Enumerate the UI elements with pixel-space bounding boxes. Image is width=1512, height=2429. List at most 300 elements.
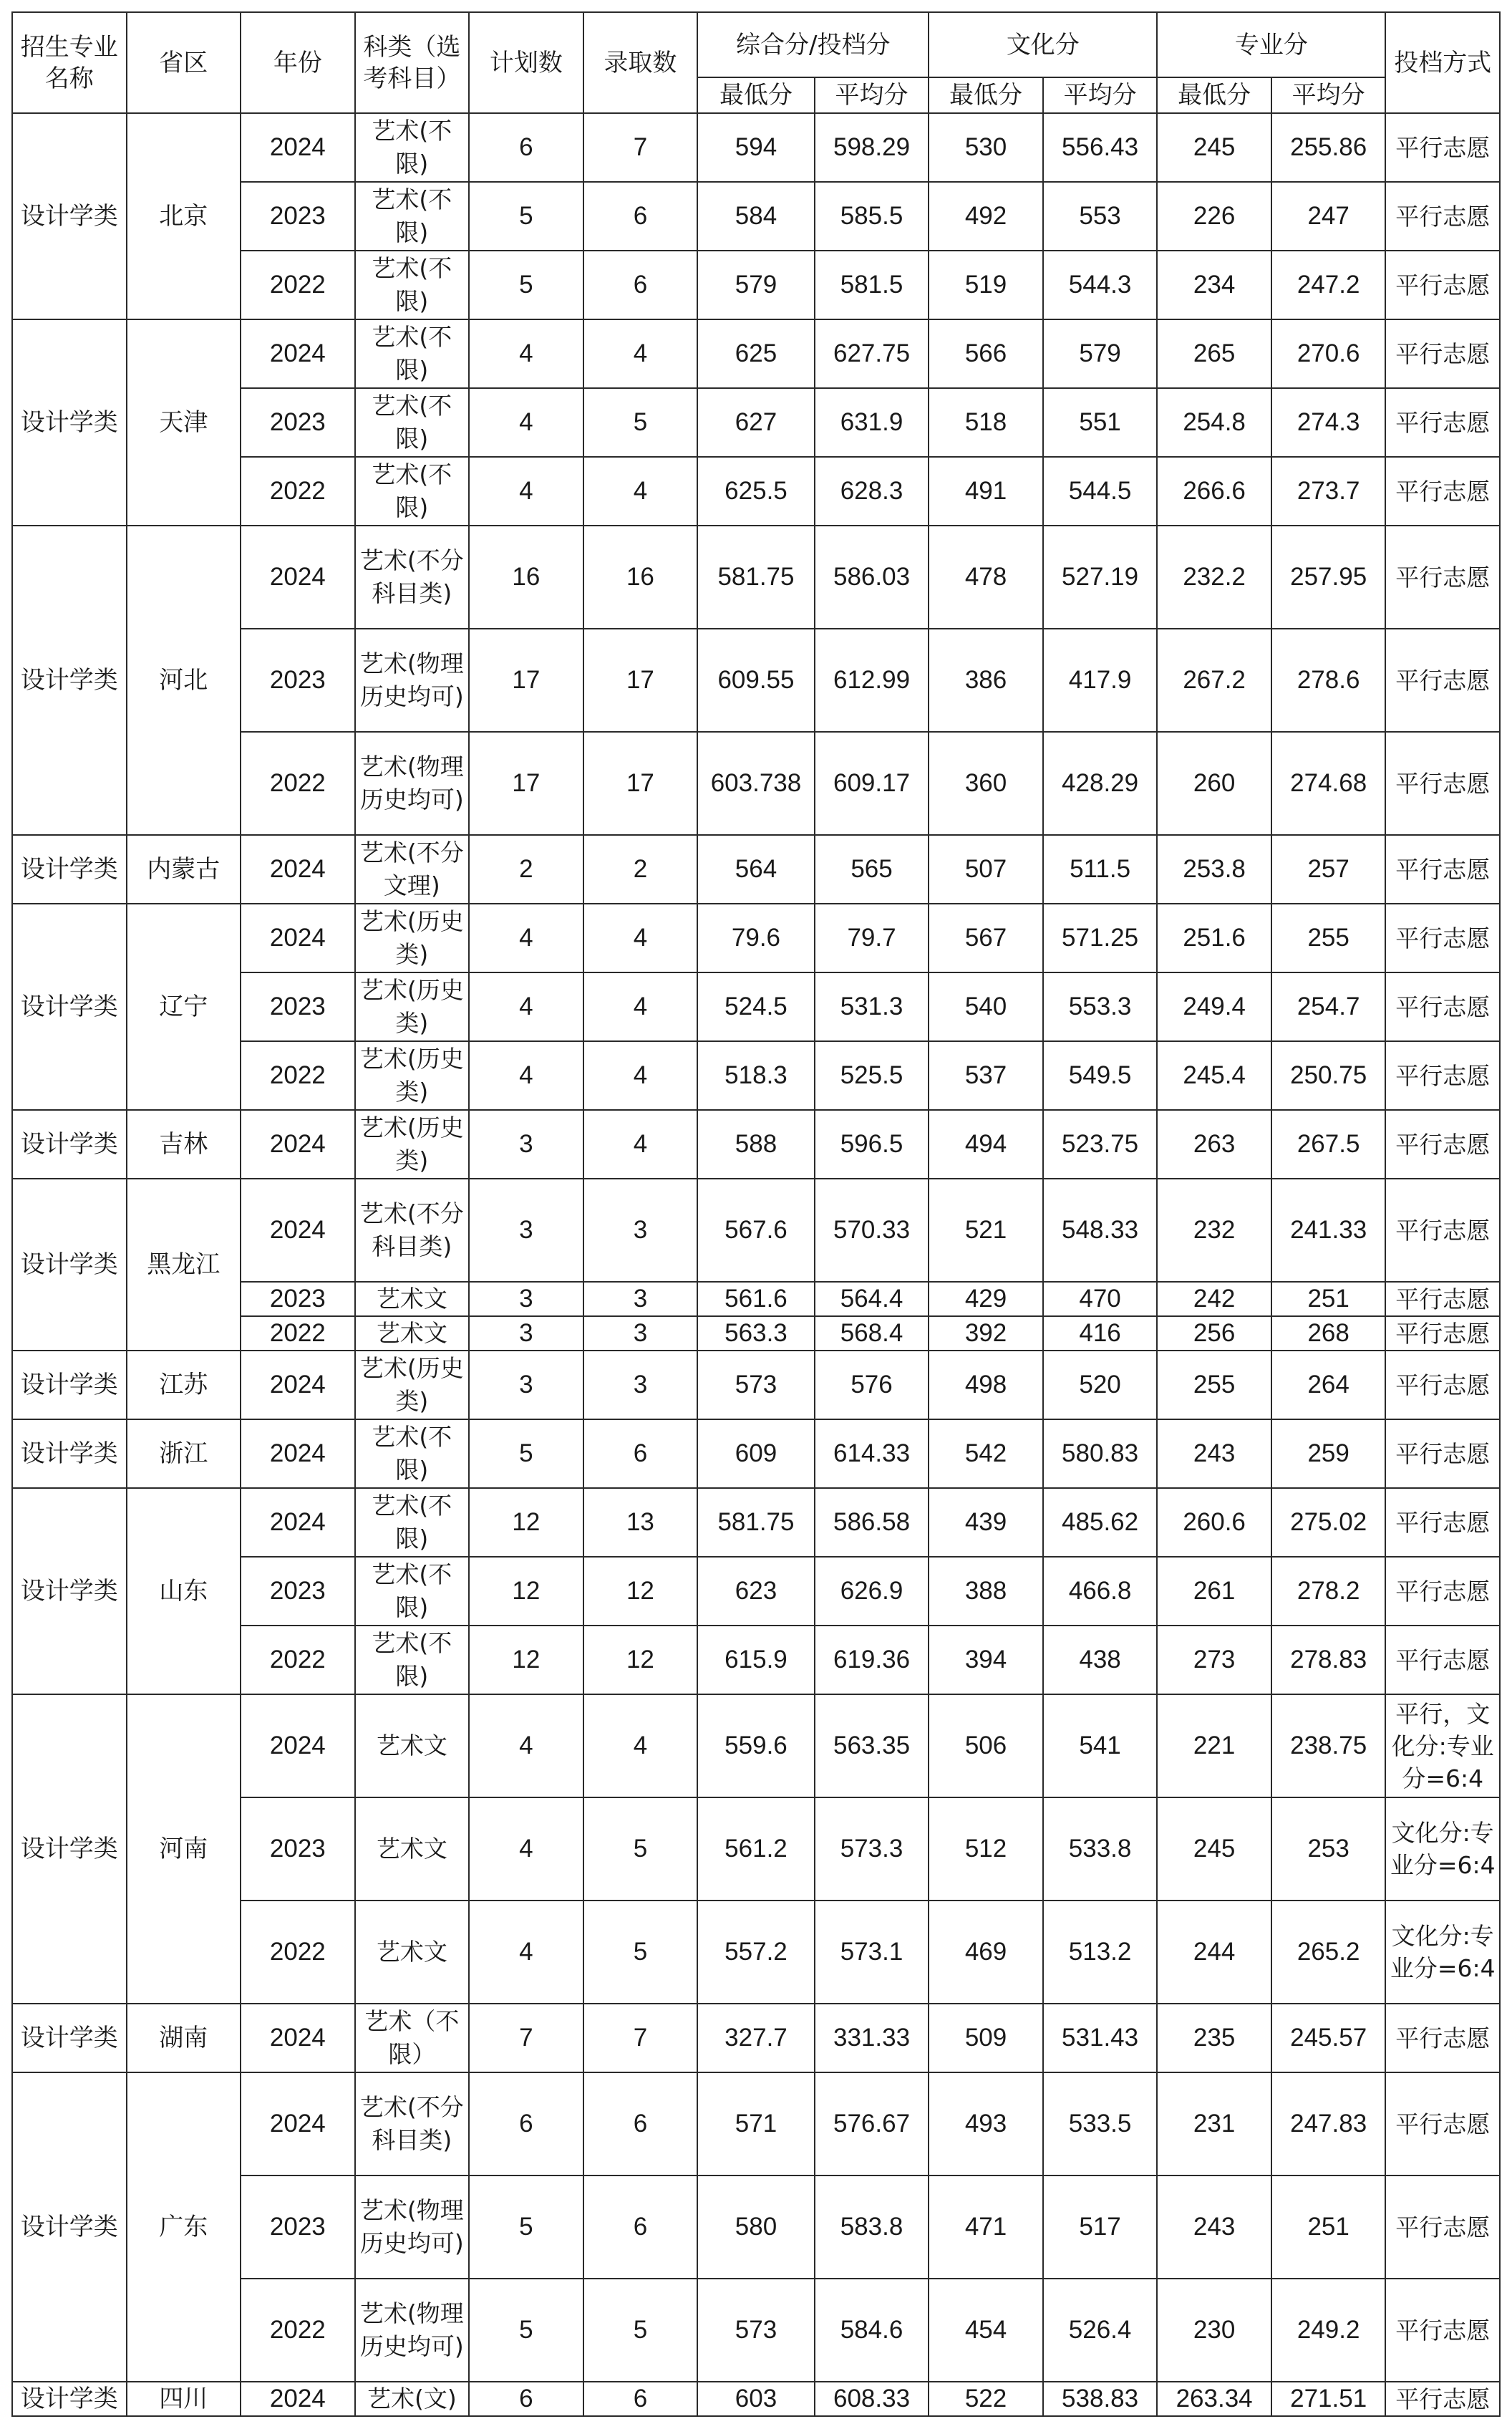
major-cell: 设计学类 [12,904,127,1110]
pro-avg-cell: 265.2 [1271,1901,1386,2004]
admission-score-table [11,11,1501,2417]
culture-avg-cell: 553 [1043,182,1158,251]
total-avg-cell: 631.9 [815,388,929,457]
province-cell: 山东 [127,1488,241,1694]
admit-count-cell: 13 [583,1488,698,1557]
culture-avg-cell: 417.9 [1043,629,1158,732]
province-cell: 浙江 [127,1419,241,1488]
culture-avg-cell: 533.5 [1043,2072,1158,2176]
total-avg-cell: 576.67 [815,2072,929,2176]
total-min-cell: 603 [697,2382,815,2416]
culture-avg-cell: 517 [1043,2176,1158,2279]
total-avg-cell: 583.8 [815,2176,929,2279]
subject-cell: 艺术(不限) [355,1488,470,1557]
culture-avg-cell: 556.43 [1043,113,1158,182]
culture-min-cell: 469 [929,1901,1043,2004]
header-total-avg: 平均分 [815,77,929,113]
pro-avg-cell: 271.51 [1271,2382,1386,2416]
pro-avg-cell: 251 [1271,2176,1386,2279]
subject-cell: 艺术(不分科目类) [355,1179,470,1282]
culture-avg-cell: 523.75 [1043,1110,1158,1179]
pro-avg-cell: 253 [1271,1797,1386,1901]
year-cell: 2023 [241,629,355,732]
culture-min-cell: 454 [929,2279,1043,2382]
pro-min-cell: 245 [1157,1797,1271,1901]
plan-count-cell: 4 [469,1041,583,1110]
pro-min-cell: 263.34 [1157,2382,1271,2416]
admit-count-cell: 7 [583,113,698,182]
plan-count-cell: 17 [469,732,583,835]
plan-count-cell: 7 [469,2004,583,2072]
culture-min-cell: 522 [929,2382,1043,2416]
subject-cell: 艺术(历史类) [355,972,470,1041]
plan-count-cell: 3 [469,1351,583,1419]
pro-avg-cell: 264 [1271,1351,1386,1419]
culture-min-cell: 491 [929,457,1043,526]
header-subject: 科类（选考科目） [355,12,470,113]
plan-count-cell: 16 [469,526,583,629]
pro-avg-cell: 241.33 [1271,1179,1386,1282]
major-cell: 设计学类 [12,113,127,319]
year-cell: 2024 [241,2382,355,2416]
pro-avg-cell: 238.75 [1271,1694,1386,1797]
admit-count-cell: 4 [583,319,698,388]
pro-avg-cell: 278.83 [1271,1626,1386,1694]
culture-min-cell: 360 [929,732,1043,835]
admit-count-cell: 4 [583,457,698,526]
total-avg-cell: 331.33 [815,2004,929,2072]
year-cell: 2022 [241,1316,355,1351]
pro-min-cell: 245 [1157,113,1271,182]
plan-count-cell: 3 [469,1316,583,1351]
pro-avg-cell: 250.75 [1271,1041,1386,1110]
header-province: 省区 [127,12,241,113]
pro-min-cell: 256 [1157,1316,1271,1351]
pro-avg-cell: 247.83 [1271,2072,1386,2176]
subject-cell: 艺术(不限) [355,457,470,526]
admit-count-cell: 17 [583,629,698,732]
year-cell: 2022 [241,732,355,835]
year-cell: 2023 [241,1797,355,1901]
culture-avg-cell: 513.2 [1043,1901,1158,2004]
culture-min-cell: 519 [929,251,1043,319]
culture-min-cell: 494 [929,1110,1043,1179]
culture-avg-cell: 438 [1043,1626,1158,1694]
province-cell: 内蒙古 [127,835,241,904]
method-cell: 平行志愿 [1385,629,1500,732]
year-cell: 2023 [241,388,355,457]
admit-count-cell: 6 [583,2072,698,2176]
method-cell: 平行志愿 [1385,2072,1500,2176]
year-cell: 2023 [241,972,355,1041]
pro-avg-cell: 257.95 [1271,526,1386,629]
table-row [12,2072,1500,2176]
pro-min-cell: 234 [1157,251,1271,319]
header-major: 招生专业名称 [12,12,127,113]
year-cell: 2023 [241,2176,355,2279]
method-cell: 平行志愿 [1385,526,1500,629]
subject-cell: 艺术(历史类) [355,1041,470,1110]
total-min-cell: 561.2 [697,1797,815,1901]
plan-count-cell: 2 [469,835,583,904]
method-cell: 平行志愿 [1385,182,1500,251]
admit-count-cell: 3 [583,1179,698,1282]
province-cell: 湖南 [127,2004,241,2072]
subject-cell: 艺术(不限) [355,1626,470,1694]
method-cell: 文化分:专业分=6:4 [1385,1797,1500,1901]
province-cell: 江苏 [127,1351,241,1419]
culture-avg-cell: 428.29 [1043,732,1158,835]
year-cell: 2024 [241,904,355,972]
total-min-cell: 327.7 [697,2004,815,2072]
pro-avg-cell: 257 [1271,835,1386,904]
pro-avg-cell: 274.68 [1271,732,1386,835]
total-avg-cell: 612.99 [815,629,929,732]
admit-count-cell: 6 [583,182,698,251]
pro-min-cell: 260 [1157,732,1271,835]
year-cell: 2022 [241,251,355,319]
culture-min-cell: 540 [929,972,1043,1041]
total-min-cell: 581.75 [697,1488,815,1557]
admit-count-cell: 4 [583,904,698,972]
admit-count-cell: 6 [583,251,698,319]
plan-count-cell: 4 [469,972,583,1041]
pro-min-cell: 251.6 [1157,904,1271,972]
plan-count-cell: 3 [469,1179,583,1282]
culture-avg-cell: 549.5 [1043,1041,1158,1110]
table-body [12,113,1500,2416]
province-cell: 黑龙江 [127,1179,241,1351]
culture-min-cell: 394 [929,1626,1043,1694]
total-avg-cell: 573.1 [815,1901,929,2004]
total-avg-cell: 628.3 [815,457,929,526]
header-method: 投档方式 [1385,12,1500,113]
header-admit: 录取数 [583,12,698,113]
subject-cell: 艺术文 [355,1797,470,1901]
admit-count-cell: 5 [583,2279,698,2382]
total-avg-cell: 584.6 [815,2279,929,2382]
total-min-cell: 584 [697,182,815,251]
admit-count-cell: 16 [583,526,698,629]
total-min-cell: 524.5 [697,972,815,1041]
admit-count-cell: 2 [583,835,698,904]
table-row [12,1351,1500,1419]
pro-avg-cell: 251 [1271,1282,1386,1316]
total-min-cell: 581.75 [697,526,815,629]
pro-avg-cell: 247.2 [1271,251,1386,319]
culture-min-cell: 509 [929,2004,1043,2072]
total-min-cell: 579 [697,251,815,319]
subject-cell: 艺术(物理历史均可) [355,2176,470,2279]
subject-cell: 艺术(不限) [355,251,470,319]
year-cell: 2024 [241,2072,355,2176]
culture-avg-cell: 531.43 [1043,2004,1158,2072]
plan-count-cell: 4 [469,1797,583,1901]
subject-cell: 艺术(历史类) [355,1351,470,1419]
table-row [12,1488,1500,1557]
total-min-cell: 588 [697,1110,815,1179]
admit-count-cell: 6 [583,2176,698,2279]
pro-avg-cell: 255 [1271,904,1386,972]
culture-avg-cell: 511.5 [1043,835,1158,904]
method-cell: 平行志愿 [1385,1179,1500,1282]
header-total-score: 综合分/投档分 [697,12,929,77]
year-cell: 2022 [241,1626,355,1694]
pro-min-cell: 231 [1157,2072,1271,2176]
major-cell: 设计学类 [12,1694,127,2004]
subject-cell: 艺术(物理历史均可) [355,2279,470,2382]
plan-count-cell: 4 [469,1901,583,2004]
province-cell: 四川 [127,2382,241,2416]
culture-avg-cell: 544.5 [1043,457,1158,526]
culture-avg-cell: 533.8 [1043,1797,1158,1901]
culture-min-cell: 566 [929,319,1043,388]
culture-min-cell: 429 [929,1282,1043,1316]
plan-count-cell: 5 [469,1419,583,1488]
major-cell: 设计学类 [12,835,127,904]
culture-min-cell: 507 [929,835,1043,904]
method-cell: 平行志愿 [1385,904,1500,972]
method-cell: 平行志愿 [1385,1282,1500,1316]
major-cell: 设计学类 [12,1110,127,1179]
total-avg-cell: 564.4 [815,1282,929,1316]
subject-cell: 艺术(历史类) [355,1110,470,1179]
major-cell: 设计学类 [12,319,127,526]
plan-count-cell: 6 [469,113,583,182]
culture-avg-cell: 580.83 [1043,1419,1158,1488]
plan-count-cell: 17 [469,629,583,732]
plan-count-cell: 5 [469,182,583,251]
total-avg-cell: 576 [815,1351,929,1419]
culture-avg-cell: 579 [1043,319,1158,388]
pro-min-cell: 255 [1157,1351,1271,1419]
pro-avg-cell: 275.02 [1271,1488,1386,1557]
culture-min-cell: 492 [929,182,1043,251]
pro-min-cell: 261 [1157,1557,1271,1626]
method-cell: 平行志愿 [1385,2279,1500,2382]
table-row [12,1179,1500,1282]
subject-cell: 艺术(不分文理) [355,835,470,904]
year-cell: 2023 [241,182,355,251]
total-avg-cell: 619.36 [815,1626,929,1694]
culture-avg-cell: 548.33 [1043,1179,1158,1282]
pro-min-cell: 249.4 [1157,972,1271,1041]
method-cell: 平行志愿 [1385,972,1500,1041]
subject-cell: 艺术(不限) [355,319,470,388]
table-row [12,835,1500,904]
admit-count-cell: 3 [583,1282,698,1316]
year-cell: 2023 [241,1557,355,1626]
culture-min-cell: 493 [929,2072,1043,2176]
table-row [12,2382,1500,2416]
province-cell: 河南 [127,1694,241,2004]
culture-min-cell: 518 [929,388,1043,457]
plan-count-cell: 6 [469,2382,583,2416]
pro-min-cell: 221 [1157,1694,1271,1797]
culture-avg-cell: 541 [1043,1694,1158,1797]
method-cell: 平行志愿 [1385,457,1500,526]
major-cell: 设计学类 [12,2382,127,2416]
year-cell: 2022 [241,457,355,526]
year-cell: 2024 [241,1488,355,1557]
major-cell: 设计学类 [12,1419,127,1488]
pro-avg-cell: 273.7 [1271,457,1386,526]
major-cell: 设计学类 [12,526,127,835]
subject-cell: 艺术(不限) [355,113,470,182]
admit-count-cell: 12 [583,1626,698,1694]
method-cell: 平行志愿 [1385,113,1500,182]
pro-min-cell: 260.6 [1157,1488,1271,1557]
province-cell: 吉林 [127,1110,241,1179]
total-avg-cell: 565 [815,835,929,904]
total-avg-cell: 627.75 [815,319,929,388]
total-min-cell: 627 [697,388,815,457]
total-min-cell: 615.9 [697,1626,815,1694]
pro-min-cell: 266.6 [1157,457,1271,526]
table-row [12,1110,1500,1179]
pro-min-cell: 254.8 [1157,388,1271,457]
culture-avg-cell: 544.3 [1043,251,1158,319]
year-cell: 2024 [241,1351,355,1419]
major-cell: 设计学类 [12,1351,127,1419]
subject-cell: 艺术(不限) [355,182,470,251]
year-cell: 2024 [241,2004,355,2072]
header-pro-min: 最低分 [1157,77,1271,113]
header-total-min: 最低分 [697,77,815,113]
subject-cell: 艺术(不分科目类) [355,526,470,629]
pro-min-cell: 226 [1157,182,1271,251]
method-cell: 平行志愿 [1385,319,1500,388]
admit-count-cell: 5 [583,1797,698,1901]
culture-avg-cell: 470 [1043,1282,1158,1316]
pro-min-cell: 243 [1157,1419,1271,1488]
subject-cell: 艺术(历史类) [355,904,470,972]
header-pro-avg: 平均分 [1271,77,1386,113]
table-row [12,1694,1500,1797]
plan-count-cell: 3 [469,1282,583,1316]
plan-count-cell: 4 [469,388,583,457]
culture-avg-cell: 551 [1043,388,1158,457]
method-cell: 平行志愿 [1385,1316,1500,1351]
total-min-cell: 559.6 [697,1694,815,1797]
major-cell: 设计学类 [12,1179,127,1351]
admit-count-cell: 3 [583,1316,698,1351]
year-cell: 2024 [241,1110,355,1179]
culture-min-cell: 439 [929,1488,1043,1557]
method-cell: 平行志愿 [1385,2382,1500,2416]
major-cell: 设计学类 [12,1488,127,1694]
year-cell: 2024 [241,526,355,629]
province-cell: 河北 [127,526,241,835]
header-pro-score: 专业分 [1157,12,1385,77]
header-year: 年份 [241,12,355,113]
pro-avg-cell: 247 [1271,182,1386,251]
total-min-cell: 518.3 [697,1041,815,1110]
admit-count-cell: 5 [583,388,698,457]
year-cell: 2022 [241,1901,355,2004]
pro-avg-cell: 278.6 [1271,629,1386,732]
total-avg-cell: 614.33 [815,1419,929,1488]
culture-min-cell: 386 [929,629,1043,732]
province-cell: 辽宁 [127,904,241,1110]
pro-avg-cell: 249.2 [1271,2279,1386,2382]
admit-count-cell: 6 [583,1419,698,1488]
pro-min-cell: 267.2 [1157,629,1271,732]
plan-count-cell: 3 [469,1110,583,1179]
culture-avg-cell: 527.19 [1043,526,1158,629]
pro-min-cell: 273 [1157,1626,1271,1694]
total-min-cell: 561.6 [697,1282,815,1316]
header-culture-avg: 平均分 [1043,77,1158,113]
method-cell: 文化分:专业分=6:4 [1385,1901,1500,2004]
culture-min-cell: 537 [929,1041,1043,1110]
total-min-cell: 563.3 [697,1316,815,1351]
culture-min-cell: 478 [929,526,1043,629]
year-cell: 2024 [241,319,355,388]
year-cell: 2024 [241,1179,355,1282]
method-cell: 平行志愿 [1385,1488,1500,1557]
subject-cell: 艺术文 [355,1901,470,2004]
pro-min-cell: 232 [1157,1179,1271,1282]
total-min-cell: 625.5 [697,457,815,526]
province-cell: 天津 [127,319,241,526]
culture-avg-cell: 571.25 [1043,904,1158,972]
admit-count-cell: 3 [583,1351,698,1419]
pro-avg-cell: 278.2 [1271,1557,1386,1626]
pro-min-cell: 265 [1157,319,1271,388]
method-cell: 平行志愿 [1385,1351,1500,1419]
total-min-cell: 594 [697,113,815,182]
method-cell: 平行志愿 [1385,251,1500,319]
year-cell: 2022 [241,2279,355,2382]
culture-min-cell: 471 [929,2176,1043,2279]
table-row [12,904,1500,972]
admit-count-cell: 6 [583,2382,698,2416]
culture-min-cell: 530 [929,113,1043,182]
year-cell: 2024 [241,113,355,182]
pro-avg-cell: 254.7 [1271,972,1386,1041]
plan-count-cell: 5 [469,251,583,319]
year-cell: 2024 [241,1419,355,1488]
year-cell: 2024 [241,835,355,904]
subject-cell: 艺术(不分科目类) [355,2072,470,2176]
culture-min-cell: 567 [929,904,1043,972]
method-cell: 平行志愿 [1385,1419,1500,1488]
plan-count-cell: 4 [469,319,583,388]
table-row [12,113,1500,182]
culture-min-cell: 388 [929,1557,1043,1626]
culture-avg-cell: 520 [1043,1351,1158,1419]
method-cell: 平行，文化分:专业分=6:4 [1385,1694,1500,1797]
pro-avg-cell: 255.86 [1271,113,1386,182]
method-cell: 平行志愿 [1385,2004,1500,2072]
method-cell: 平行志愿 [1385,1626,1500,1694]
culture-min-cell: 512 [929,1797,1043,1901]
admit-count-cell: 12 [583,1557,698,1626]
total-avg-cell: 568.4 [815,1316,929,1351]
subject-cell: 艺术文 [355,1316,470,1351]
culture-min-cell: 498 [929,1351,1043,1419]
total-avg-cell: 585.5 [815,182,929,251]
plan-count-cell: 4 [469,457,583,526]
province-cell: 北京 [127,113,241,319]
total-avg-cell: 563.35 [815,1694,929,1797]
total-avg-cell: 586.58 [815,1488,929,1557]
method-cell: 平行志愿 [1385,1557,1500,1626]
pro-min-cell: 245.4 [1157,1041,1271,1110]
plan-count-cell: 12 [469,1626,583,1694]
year-cell: 2023 [241,1282,355,1316]
